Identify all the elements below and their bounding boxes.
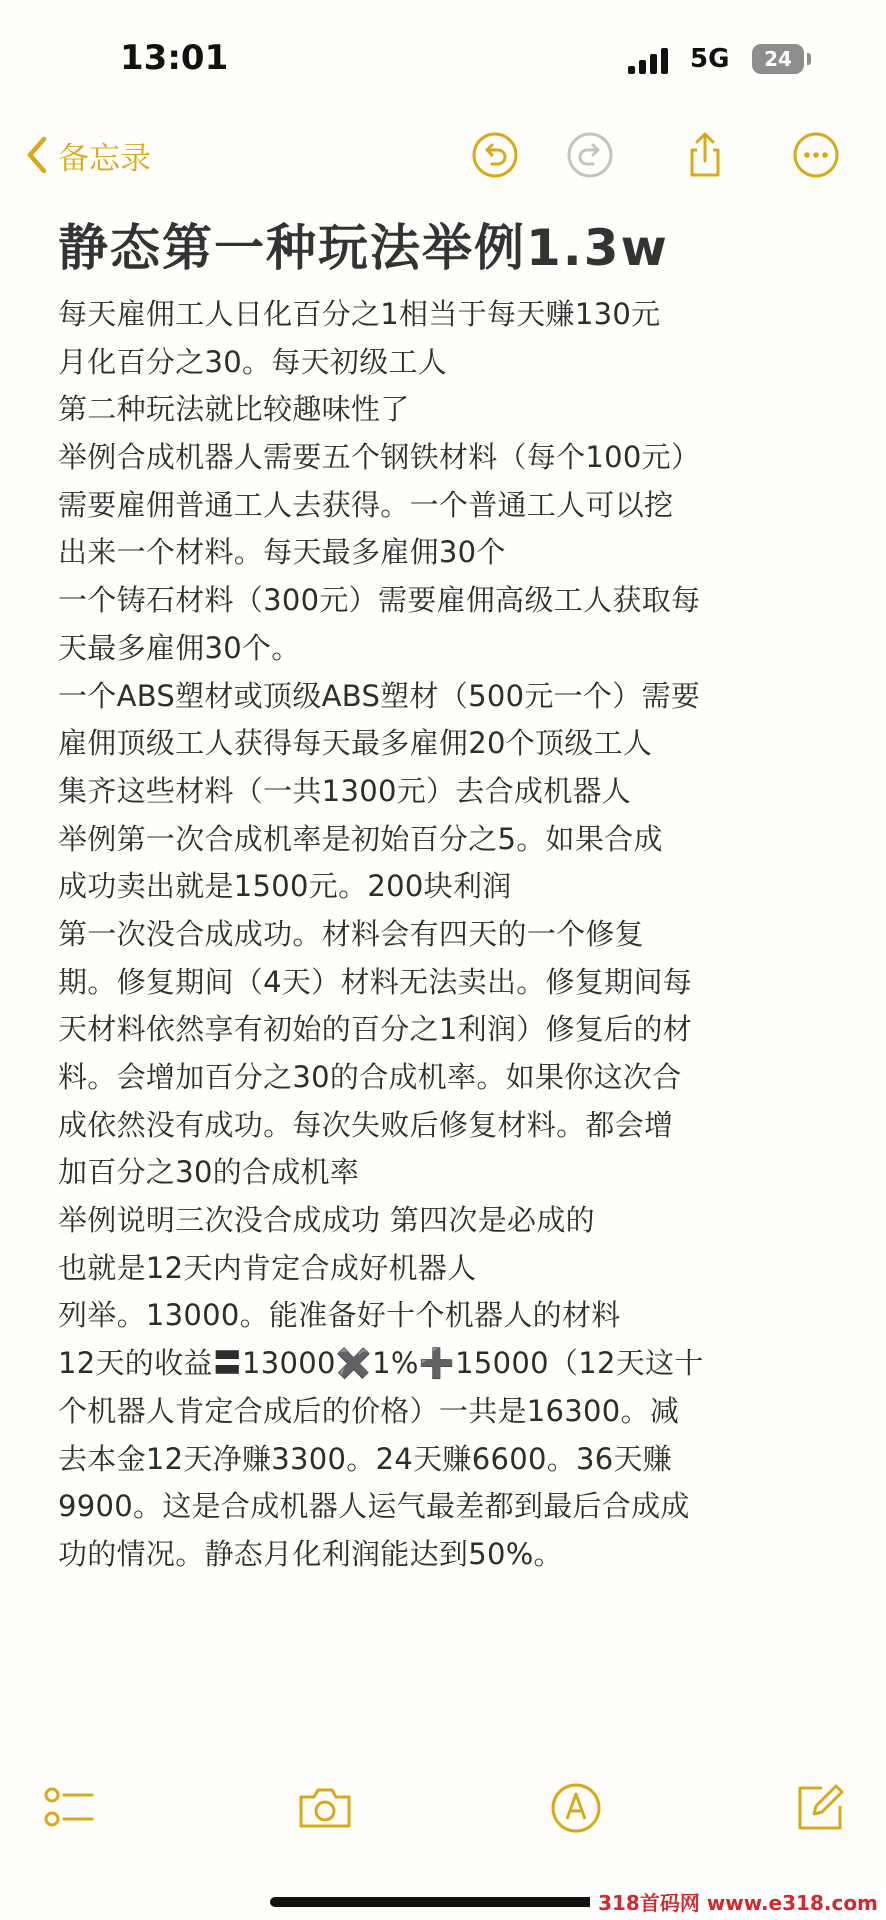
note-line: 功的情况。静态月化利润能达到50%。 xyxy=(58,1536,563,1571)
note-line: 天最多雇佣30个。 xyxy=(58,630,301,665)
note-line: 成依然没有成功。每次失败后修复材料。都会增 xyxy=(58,1107,674,1142)
note-line: 成功卖出就是1500元。200块利润 xyxy=(58,869,512,904)
note-line: 月化百分之30。每天初级工人 xyxy=(58,344,448,379)
note-line: 列举。13000。能准备好十个机器人的材料 xyxy=(58,1298,621,1333)
note-line: 雇佣顶级工人获得每天最多雇佣20个顶级工人 xyxy=(58,726,653,761)
note-body[interactable] xyxy=(58,291,858,1579)
note-line: 9900。这是合成机器人运气最差都到最后合成成 xyxy=(58,1489,690,1524)
note-line: 第一次没合成成功。材料会有四天的一个修复 xyxy=(58,916,645,951)
battery-tip xyxy=(807,53,811,65)
note-line: 一个ABS塑材或顶级ABS塑材（500元一个）需要 xyxy=(58,678,701,713)
note-line: 出来一个材料。每天最多雇佣30个 xyxy=(58,535,506,570)
status-time: 13:01 xyxy=(120,38,229,78)
note-title[interactable]: 静态第一种玩法举例1.3w xyxy=(58,219,669,277)
note-line: 举例合成机器人需要五个钢铁材料（每个100元） xyxy=(58,440,701,475)
watermark: 318首码网 www.e318.com xyxy=(590,1887,886,1920)
note-line: 期。修复期间（4天）材料无法卖出。修复期间每 xyxy=(58,964,693,999)
camera-icon[interactable] xyxy=(297,1780,353,1836)
undo-icon[interactable] xyxy=(470,130,520,180)
note-line: 需要雇佣普通工人去获得。一个普通工人可以挖 xyxy=(58,487,674,522)
notes-toolbar xyxy=(0,120,886,190)
compose-icon[interactable] xyxy=(792,1780,848,1836)
network-type: 5G xyxy=(690,44,730,74)
note-line: 一个铸石材料（300元）需要雇佣高级工人获取每 xyxy=(58,583,701,618)
note-line: 第二种玩法就比较趣味性了 xyxy=(58,392,410,427)
back-label: 备忘录 xyxy=(58,140,151,177)
more-icon[interactable] xyxy=(791,130,841,180)
checklist-icon[interactable] xyxy=(40,1780,96,1836)
note-line: 集齐这些材料（一共1300元）去合成机器人 xyxy=(58,773,632,808)
share-icon[interactable] xyxy=(680,130,730,180)
back-button[interactable] xyxy=(26,130,151,180)
bottom-toolbar xyxy=(0,1780,886,1840)
cellular-signal-icon xyxy=(628,46,670,74)
redo-icon[interactable] xyxy=(565,130,615,180)
note-line: 加百分之30的合成机率 xyxy=(58,1155,360,1190)
note-line: 料。会增加百分之30的合成机率。如果你这次合 xyxy=(58,1060,682,1094)
note-line: 天材料依然享有初始的百分之1利润）修复后的材 xyxy=(58,1012,693,1047)
home-indicator[interactable] xyxy=(270,1897,600,1907)
markup-pen-icon[interactable] xyxy=(548,1780,604,1836)
note-line: 每天雇佣工人日化百分之1相当于每天赚130元 xyxy=(58,297,661,331)
note-line: 个机器人肯定合成后的价格）一共是16300。减 xyxy=(58,1393,680,1428)
status-bar xyxy=(0,0,886,110)
note-line: 也就是12天内肯定合成好机器人 xyxy=(58,1250,477,1285)
note-line: 举例说明三次没合成成功 第四次是必成的 xyxy=(58,1203,595,1238)
note-line: 去本金12天净赚3300。24天赚6600。36天赚 xyxy=(58,1441,673,1476)
note-line: 12天的收益〓13000✖️1%➕15000（12天这十 xyxy=(58,1346,704,1381)
note-line: 举例第一次合成机率是初始百分之5。如果合成 xyxy=(58,821,663,856)
chevron-left-icon xyxy=(26,136,48,174)
battery-icon: 24 xyxy=(752,44,804,74)
